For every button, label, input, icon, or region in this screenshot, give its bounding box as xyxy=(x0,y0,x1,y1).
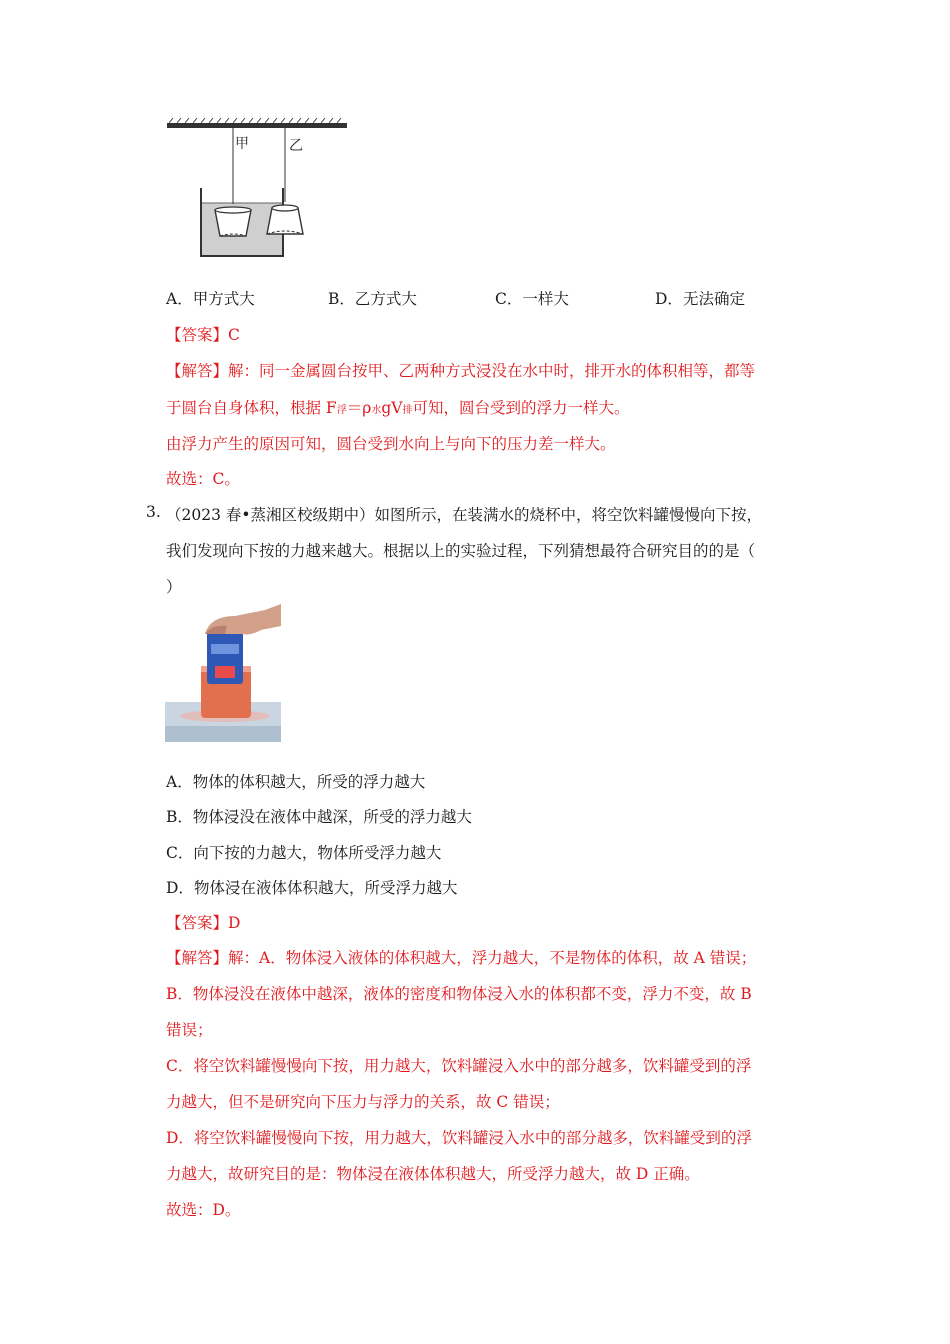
q2-analysis-line-1: 【解答】解：同一金属圆台按甲、乙两种方式浸没在水中时，排开水的体积相等，都等 xyxy=(166,362,756,380)
q3-conclusion: 故选：D。 xyxy=(166,1201,241,1219)
q3-option-c: C．向下按的力越大，物体所受浮力越大 xyxy=(166,844,442,862)
q2-answer: 【答案】C xyxy=(166,326,240,344)
q3-analysis-line-4: C．将空饮料罐慢慢向下按，用力越大，饮料罐浸入水中的部分越多，饮料罐受到的浮 xyxy=(166,1057,752,1075)
can-in-beaker-photo xyxy=(165,604,281,742)
q3-analysis-line-6: D．将空饮料罐慢慢向下按，用力越大，饮料罐浸入水中的部分越多，饮料罐受到的浮 xyxy=(166,1129,752,1147)
q3-number: 3. xyxy=(146,503,161,521)
q2-analysis-line-2: 于圆台自身体积，根据 F浮＝ρ水gV排可知，圆台受到的浮力一样大。 xyxy=(166,399,630,417)
q3-analysis-line-1: 【解答】解：A．物体浸入液体的体积越大，浮力越大，不是物体的体积，故 A 错误； xyxy=(166,949,757,967)
q3-analysis-line-7: 力越大，故研究目的是：物体浸在液体体积越大，所受浮力越大，故 D 正确。 xyxy=(166,1165,700,1183)
label-yi: 乙 xyxy=(289,138,303,154)
q3-option-a: A．物体的体积越大，所受的浮力越大 xyxy=(166,773,426,791)
q2-option-b: B．乙方式大 xyxy=(328,290,417,308)
q3-stem-line-3: ） xyxy=(166,578,182,596)
frustum-in-water-figure xyxy=(165,118,350,263)
ceiling-support xyxy=(167,123,347,128)
q2-option-c: C．一样大 xyxy=(495,290,569,308)
q2-analysis-line-3: 由浮力产生的原因可知，圆台受到水向上与向下的压力差一样大。 xyxy=(166,435,616,453)
q3-option-d: D．物体浸在液体体积越大，所受浮力越大 xyxy=(166,879,458,897)
label-jia: 甲 xyxy=(235,136,249,152)
q3-stem-line-2: 我们发现向下按的力越来越大。根据以上的实验过程，下列猜想最符合研究目的的是（ xyxy=(166,542,756,560)
q2-option-a: A．甲方式大 xyxy=(166,290,255,308)
q3-analysis-line-5: 力越大，但不是研究向下压力与浮力的关系，故 C 错误； xyxy=(166,1093,560,1111)
q3-stem-line-1: （2023 春•蒸湘区校级期中）如图所示，在装满水的烧杯中，将空饮料罐慢慢向下按， xyxy=(166,506,763,524)
q3-analysis-line-2: B．物体浸没在液体中越深，液体的密度和物体浸入水的体积都不变，浮力不变，故 B xyxy=(166,985,752,1003)
frustum-jia xyxy=(215,207,251,236)
q3-analysis-line-3: 错误； xyxy=(166,1021,213,1039)
q3-answer: 【答案】D xyxy=(166,914,241,932)
q2-conclusion: 故选：C。 xyxy=(166,470,240,488)
q2-option-d: D．无法确定 xyxy=(655,290,745,308)
q3-option-b: B．物体浸没在液体中越深，所受的浮力越大 xyxy=(166,808,472,826)
frustum-yi xyxy=(267,205,303,234)
